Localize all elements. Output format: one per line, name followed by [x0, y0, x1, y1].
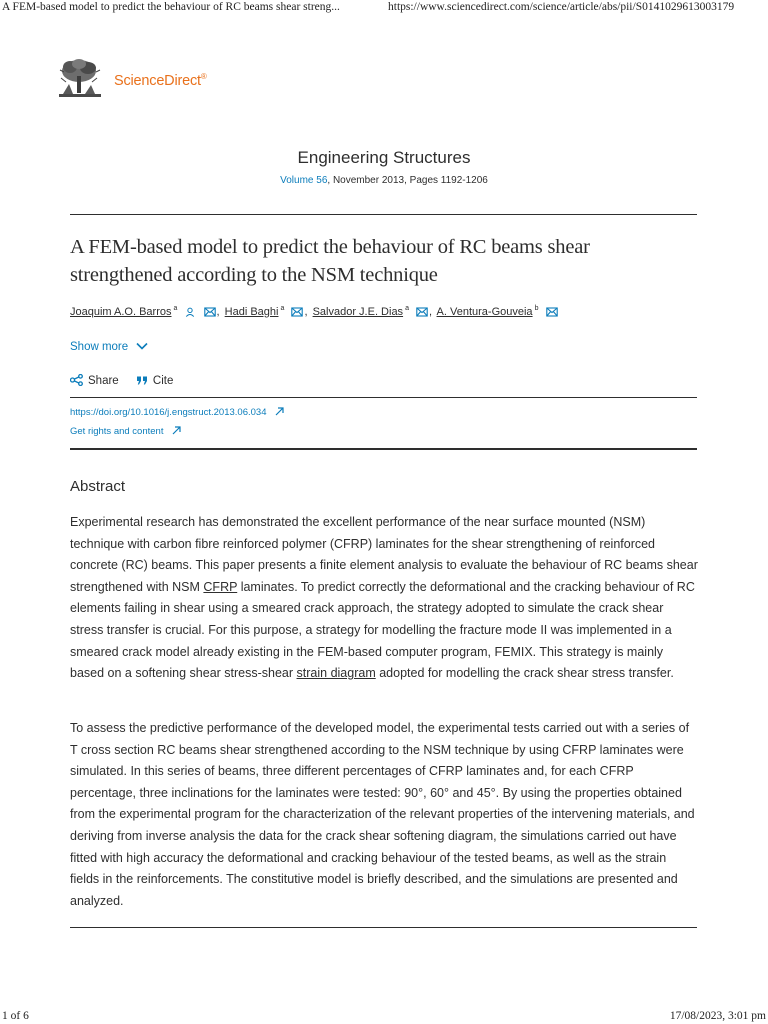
- divider-top: [70, 214, 697, 215]
- author-separator: ,: [216, 306, 220, 318]
- abstract-heading: Abstract: [70, 478, 126, 495]
- share-button[interactable]: [70, 374, 119, 387]
- abstract-paragraph-1: [70, 512, 698, 685]
- author-affiliation: a: [280, 305, 285, 312]
- print-header-url: https://www.sciencedirect.com/science/article/abs/pii/S0141029613003179: [388, 1, 735, 13]
- author-affiliation: a: [173, 305, 178, 312]
- show-more-label: Show more: [70, 341, 129, 353]
- sciencedirect-brand[interactable]: [114, 72, 207, 89]
- brand-name: ScienceDirect: [114, 72, 201, 89]
- rights-text: Get rights and content: [70, 426, 164, 437]
- abstract-text: Experimental research has demonstrated the excellent performance of the near surface mounted (NSM) technique with carbon fibre reinforced polymer (CFRP) laminates for the shear strengthening of reinforced concrete (RC) beams. This paper presents a finite element analysis to evaluate the behaviour of RC beams shear strengthened with NSM: [70, 515, 698, 594]
- chevron-down-icon: [136, 342, 148, 350]
- mail-icon[interactable]: [546, 307, 558, 317]
- elsevier-tree-logo-icon[interactable]: [57, 58, 103, 100]
- abstract-text: adopted for modelling the crack shear stress transfer.: [375, 666, 674, 681]
- mail-icon[interactable]: [204, 307, 216, 317]
- abstract-text: laminates. To predict correctly the deformational and the cracking behaviour of RC elements failing in shear using a smeared crack approach, the strategy adopted to simulate the crack shear stress transfer is crucial. For this purpose, a strategy for modelling the fracture mode II was implemented in a smeared crack model already existing in the FEM-based computer program, FEMIX. This strategy is mainly based on a softening shear stress-shear: [70, 579, 695, 681]
- author-name[interactable]: Salvador J.E. Dias: [312, 306, 404, 318]
- volume-link[interactable]: Volume 56: [280, 175, 328, 186]
- share-label: Share: [88, 375, 119, 387]
- divider-abstract-top: [70, 448, 697, 450]
- print-footer: [0, 1010, 768, 1024]
- divider-bottom: [70, 927, 697, 928]
- divider-doi-top: [70, 397, 697, 398]
- journal-meta: [0, 175, 768, 186]
- cfrp-topic-link[interactable]: CFRP: [203, 579, 238, 594]
- brand-mark: ®: [200, 72, 207, 81]
- page-counter: 1 of 6: [2, 1010, 29, 1022]
- author-name[interactable]: Hadi Baghi: [224, 306, 279, 318]
- strain-diagram-topic-link[interactable]: strain diagram: [296, 666, 376, 681]
- article-title: A FEM-based model to predict the behaviour of RC beams shear strengthened according to the NSM technique: [70, 236, 590, 286]
- quote-icon: [136, 375, 148, 386]
- print-header: [0, 0, 768, 16]
- print-datetime: 17/08/2023, 3:01 pm: [669, 1010, 766, 1022]
- cite-label: Cite: [152, 375, 174, 387]
- author-name[interactable]: Joaquim A.O. Barros: [70, 306, 172, 318]
- issue-info: , November 2013, Pages 1192-1206: [327, 175, 488, 186]
- show-more-button[interactable]: [70, 341, 148, 353]
- mail-icon[interactable]: [416, 307, 428, 317]
- doi-link[interactable]: [70, 407, 284, 418]
- author-name[interactable]: A. Ventura-Gouveia: [436, 306, 533, 318]
- article-actions: [70, 374, 187, 387]
- person-icon[interactable]: [184, 307, 196, 317]
- external-link-arrow-icon: [275, 407, 284, 416]
- journal-title[interactable]: Engineering Structures: [297, 148, 471, 167]
- cite-button[interactable]: [136, 375, 173, 387]
- author-separator: ,: [304, 306, 308, 318]
- author-affiliation: a: [405, 305, 409, 312]
- author-list: [70, 305, 558, 318]
- author-affiliation: b: [534, 305, 539, 312]
- author-separator: ,: [429, 306, 433, 318]
- abstract-paragraph-2: To assess the predictive performance of the developed model, the experimental tests carried out with a series of T cross section RC beams shear strengthened according to the NSM technique by using CFRP laminates were simulated. In this series of beams, three different percentages of CFRP laminates and, for each CFRP percentage, three inclinations for the laminates were tested: 90°, 60° and 45°. By using the properties obtained from the experimental program for the characterization of the relevant properties of the intervening materials, and deriving from inverse analysis the data for the crack shear softening diagram, the simulations carried out have fitted with high accuracy the deformational and cracking behaviour of the tested beams, as well as the strain fields in the reinforcements. The constitutive model is briefly described, and the simulations are presented and analyzed.: [70, 721, 695, 908]
- print-header-title: A FEM-based model to predict the behaviour of RC beams shear streng...: [2, 1, 340, 13]
- doi-text: https://doi.org/10.1016/j.engstruct.2013.06.034: [70, 407, 267, 418]
- mail-icon[interactable]: [291, 307, 303, 317]
- rights-link[interactable]: [70, 426, 181, 437]
- external-link-arrow-icon: [172, 426, 181, 435]
- share-icon: [70, 374, 83, 386]
